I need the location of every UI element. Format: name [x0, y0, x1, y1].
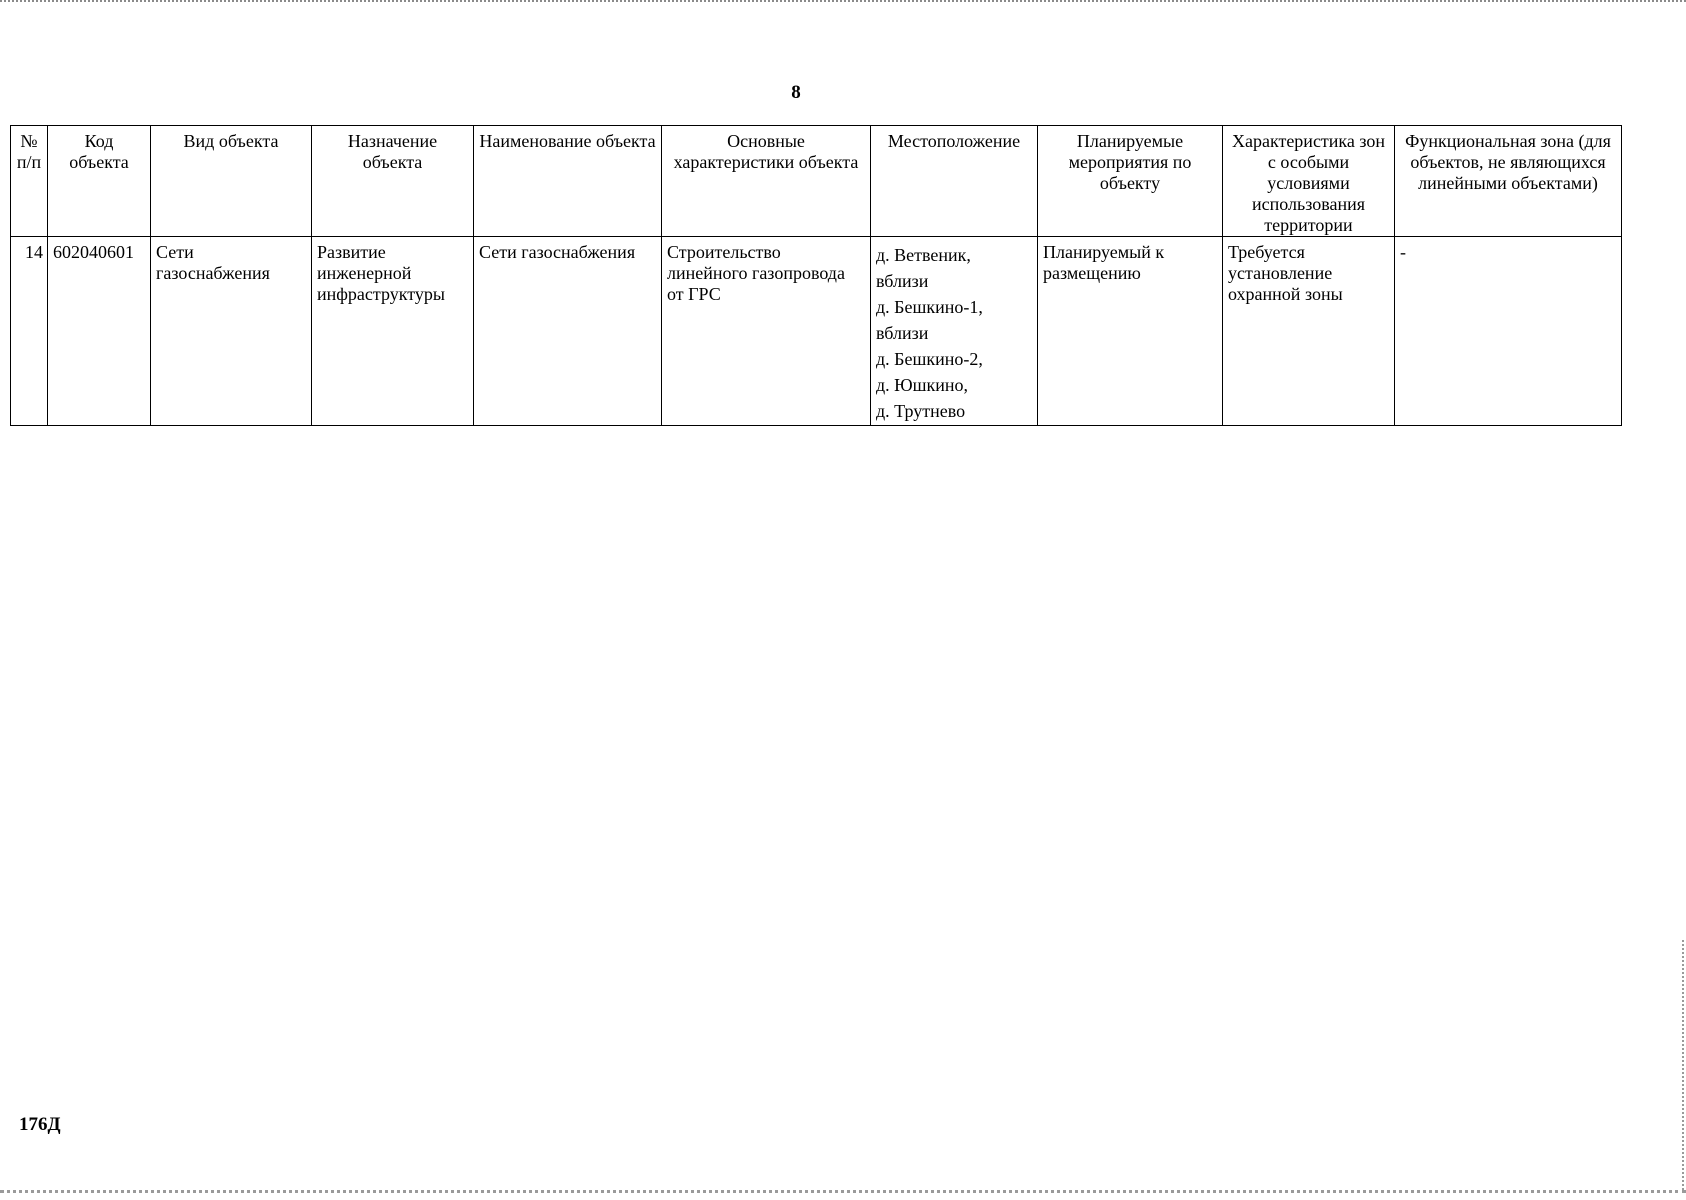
scan-edge-bottom [0, 1190, 1686, 1193]
header-kind: Вид объекта [151, 126, 312, 237]
header-zones: Характеристика зон с особыми условиями использования территории [1223, 126, 1395, 237]
document-code: 176Д [19, 1114, 61, 1135]
table-header-row [11, 126, 1622, 237]
objects-table [10, 125, 1622, 426]
header-num: № п/п [11, 126, 48, 237]
location-line: д. Бешкино-2, [876, 349, 983, 369]
cell-planned-measures: Планируемый к размещению [1038, 237, 1223, 426]
cell-location [871, 237, 1038, 426]
cell-code: 602040601 [48, 237, 151, 426]
header-code: Код объекта [48, 126, 151, 237]
header-location: Местоположение [871, 126, 1038, 237]
header-name: Наименование объекта [474, 126, 662, 237]
header-purpose: Назначение объекта [312, 126, 474, 237]
location-line: д. Ветвеник, [876, 245, 971, 265]
page-number: 8 [791, 82, 801, 103]
location-line: д. Трутнево [876, 401, 966, 421]
cell-name: Сети газоснабжения [474, 237, 662, 426]
cell-kind: Сети газоснабжения [151, 237, 312, 426]
cell-functional-zone: - [1395, 237, 1622, 426]
location-line: вблизи [876, 271, 929, 291]
location-line: вблизи [876, 323, 929, 343]
header-characteristics: Основные характеристики объекта [662, 126, 871, 237]
header-functional-zone: Функциональная зона (для объектов, не являющихся линейными объектами) [1395, 126, 1622, 237]
cell-purpose: Развитие инженерной инфраструктуры [312, 237, 474, 426]
cell-characteristics: Строительство линейного газопровода от ГРС [662, 237, 871, 426]
location-line: д. Юшкино, [876, 375, 969, 395]
location-line: д. Бешкино-1, [876, 297, 983, 317]
scan-edge-right [1682, 940, 1684, 1190]
cell-zones: Требуется установление охранной зоны [1223, 237, 1395, 426]
cell-num: 14 [11, 237, 48, 426]
table-row [11, 237, 1622, 426]
header-planned-measures: Планируемые мероприятия по объекту [1038, 126, 1223, 237]
scan-edge-top [0, 0, 1686, 2]
